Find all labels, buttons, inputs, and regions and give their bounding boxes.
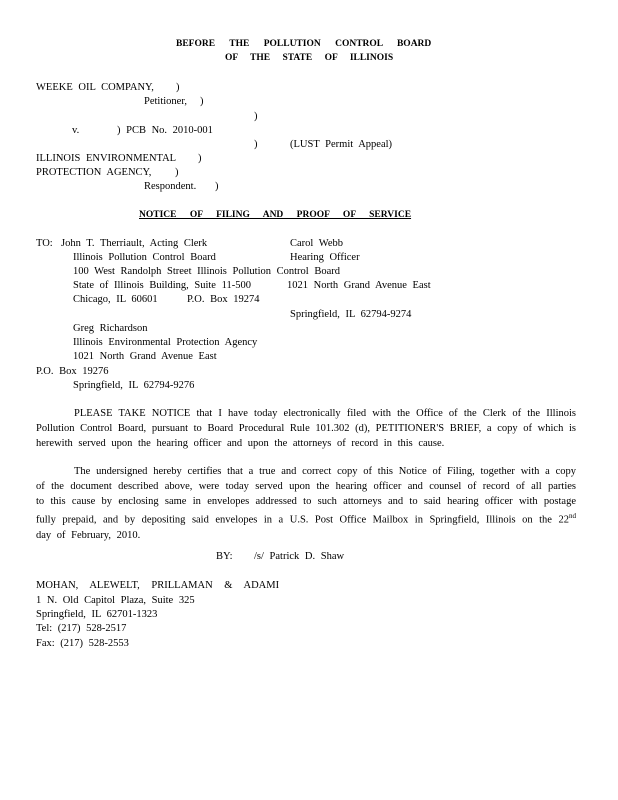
firm-fax: Fax: (217) 528-2553 [36,638,129,649]
signature-by-label: BY: [216,551,233,562]
caption-paren: ) [254,139,258,150]
recipient-hearing-officer-name: Carol Webb [290,238,343,249]
caption-paren: ) [200,96,204,107]
recipient-clerk-line: Chicago, IL 60601 [73,294,158,305]
respondent-line-1: ILLINOIS ENVIRONMENTAL [36,153,177,164]
respondent-role: Respondent. [144,181,197,192]
certification-text: The undersigned hereby certifies that a true and correct copy of this Notice of Filing, together with a copy of the document described above, were today served upon the hearing officer and counsel of record of all parties to this cause by enclosing same in envelopes addressed to such attorneys and to said hearing officer with postage fully prepaid, and by depositing said envelopes in a U.S. Post Office Mailbox in Springfield, Illinois on the 22 [36,466,576,526]
day-superscript: nd [569,512,576,520]
caption-paren: ) [198,153,202,164]
heading-line-1: BEFORE THE POLLUTION CONTROL BOARD [176,39,432,49]
certification-tail: day of February, 2010. [36,529,141,541]
caption-paren: ) [176,82,180,93]
appeal-type: (LUST Permit Appeal) [290,139,393,150]
recipient-clerk-name: John T. Therriault, Acting Clerk [61,238,208,249]
recipient-hearing-officer-line: Hearing Officer [290,252,360,263]
firm-address-1: 1 N. Old Capitol Plaza, Suite 325 [36,595,195,606]
firm-telephone: Tel: (217) 528-2517 [36,623,127,634]
firm-address-2: Springfield, IL 62701-1323 [36,609,158,620]
recipient-hearing-officer-line: 1021 North Grand Avenue East [287,280,431,291]
petitioner-name: WEEKE OIL COMPANY, [36,82,154,93]
recipient-agency-name: Greg Richardson [73,323,148,334]
to-label: TO: [36,238,53,249]
notice-title: NOTICE OF FILING AND PROOF OF SERVICE [139,210,412,220]
recipient-clerk-line: State of Illinois Building, Suite 11-500 [73,280,251,291]
caption-paren: ) [215,181,219,192]
recipient-agency-line: 1021 North Grand Avenue East [73,351,217,362]
caption-paren: ) [254,111,258,122]
caption-paren: ) [175,167,179,178]
notice-paragraph: PLEASE TAKE NOTICE that I have today electronically filed with the Office of the Clerk of the Illinois Pollution Control Board, pursuant to Board Procedural Rule 101.302 (d), PETITIONER'S BRIEF, a copy of which is herewith served upon the hearing officer and upon the attorneys of record in this cause. [36,408,576,449]
signature-name: /s/ Patrick D. Shaw [254,551,345,562]
pcb-number: ) PCB No. 2010-001 [117,125,213,136]
recipient-clerk-line: Illinois Pollution Control Board [73,252,216,263]
recipient-agency-line: Illinois Environmental Protection Agency [73,337,258,348]
recipient-clerk-line: P.O. Box 19274 [187,294,260,305]
firm-name: MOHAN, ALEWELT, PRILLAMAN & ADAMI [36,580,280,591]
petitioner-role: Petitioner, [144,96,188,107]
recipient-clerk-line: 100 West Randolph Street Illinois Pollution Control Board [73,266,340,277]
respondent-line-2: PROTECTION AGENCY, [36,167,152,178]
heading-line-2: OF THE STATE OF ILLINOIS [225,53,394,63]
versus: v. [72,125,80,136]
certification-paragraph [36,464,576,543]
recipient-hearing-officer-line: Springfield, IL 62794-9274 [290,309,412,320]
recipient-agency-line: P.O. Box 19276 [36,366,109,377]
recipient-agency-line: Springfield, IL 62794-9276 [73,380,195,391]
